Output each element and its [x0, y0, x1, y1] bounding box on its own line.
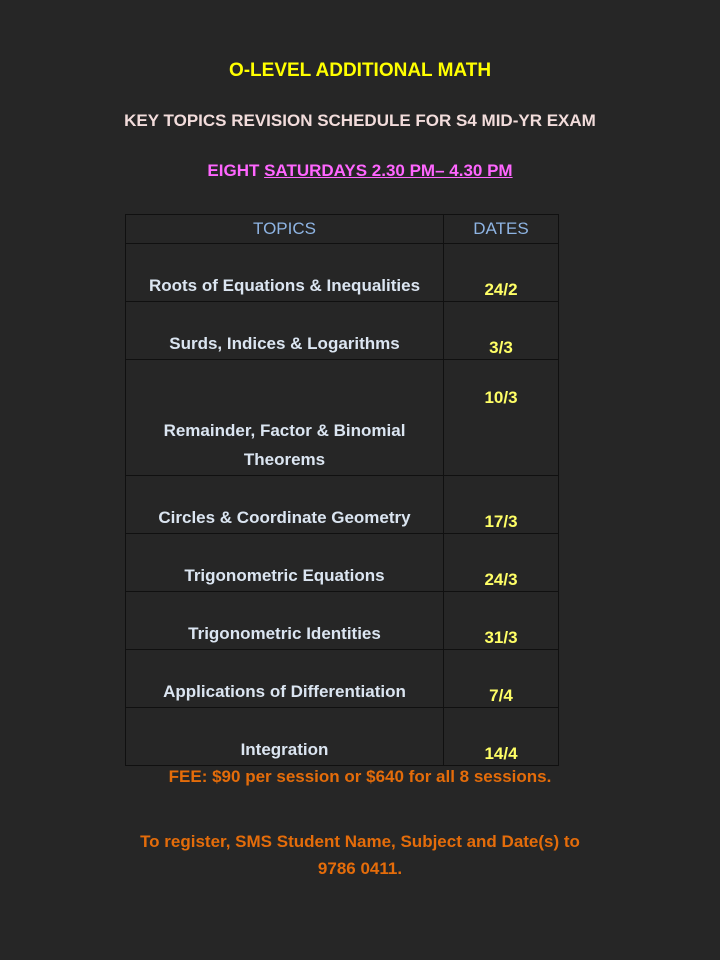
- topic-cell: Integration: [126, 708, 444, 766]
- schedule-times: SATURDAYS 2.30 PM– 4.30 PM: [264, 161, 513, 180]
- fee-text: FEE: $90 per session or $640 for all 8 sessions.: [168, 767, 552, 786]
- topic-cell: Trigonometric Identities: [126, 592, 444, 650]
- topic-cell: Roots of Equations & Inequalities: [126, 244, 444, 302]
- topic-cell: Applications of Differentiation: [126, 650, 444, 708]
- topic-cell: Remainder, Factor & Binomial Theorems: [126, 360, 444, 476]
- date-cell: 17/3: [444, 476, 559, 534]
- date-cell: 10/3: [444, 360, 559, 476]
- schedule-line: [0, 161, 720, 181]
- page-subtitle: KEY TOPICS REVISION SCHEDULE FOR S4 MID-YR EXAM: [124, 111, 596, 130]
- register-text: [0, 828, 720, 882]
- table-row: [126, 476, 559, 534]
- table-row: [126, 650, 559, 708]
- topic-cell: Surds, Indices & Logarithms: [126, 302, 444, 360]
- date-cell: 7/4: [444, 650, 559, 708]
- table-row: [126, 592, 559, 650]
- table-row: [126, 360, 559, 476]
- register-instructions: To register, SMS Student Name, Subject and Date(s) to: [140, 832, 580, 851]
- date-cell: 3/3: [444, 302, 559, 360]
- date-cell: 24/2: [444, 244, 559, 302]
- page-title: O-LEVEL ADDITIONAL MATH: [228, 60, 492, 81]
- date-cell: 24/3: [444, 534, 559, 592]
- topic-cell: Trigonometric Equations: [126, 534, 444, 592]
- table-row: [126, 302, 559, 360]
- revision-schedule-table: [125, 214, 559, 766]
- date-cell: 14/4: [444, 708, 559, 766]
- table-row: [126, 708, 559, 766]
- register-phone-number: 9786 0411.: [317, 859, 403, 878]
- table-row: [126, 244, 559, 302]
- topics-column-header: TOPICS: [126, 215, 444, 244]
- table-header-row: [126, 215, 559, 244]
- topic-cell: Circles & Coordinate Geometry: [126, 476, 444, 534]
- date-cell: 31/3: [444, 592, 559, 650]
- dates-column-header: DATES: [444, 215, 559, 244]
- table-row: [126, 534, 559, 592]
- schedule-prefix: EIGHT: [207, 161, 265, 180]
